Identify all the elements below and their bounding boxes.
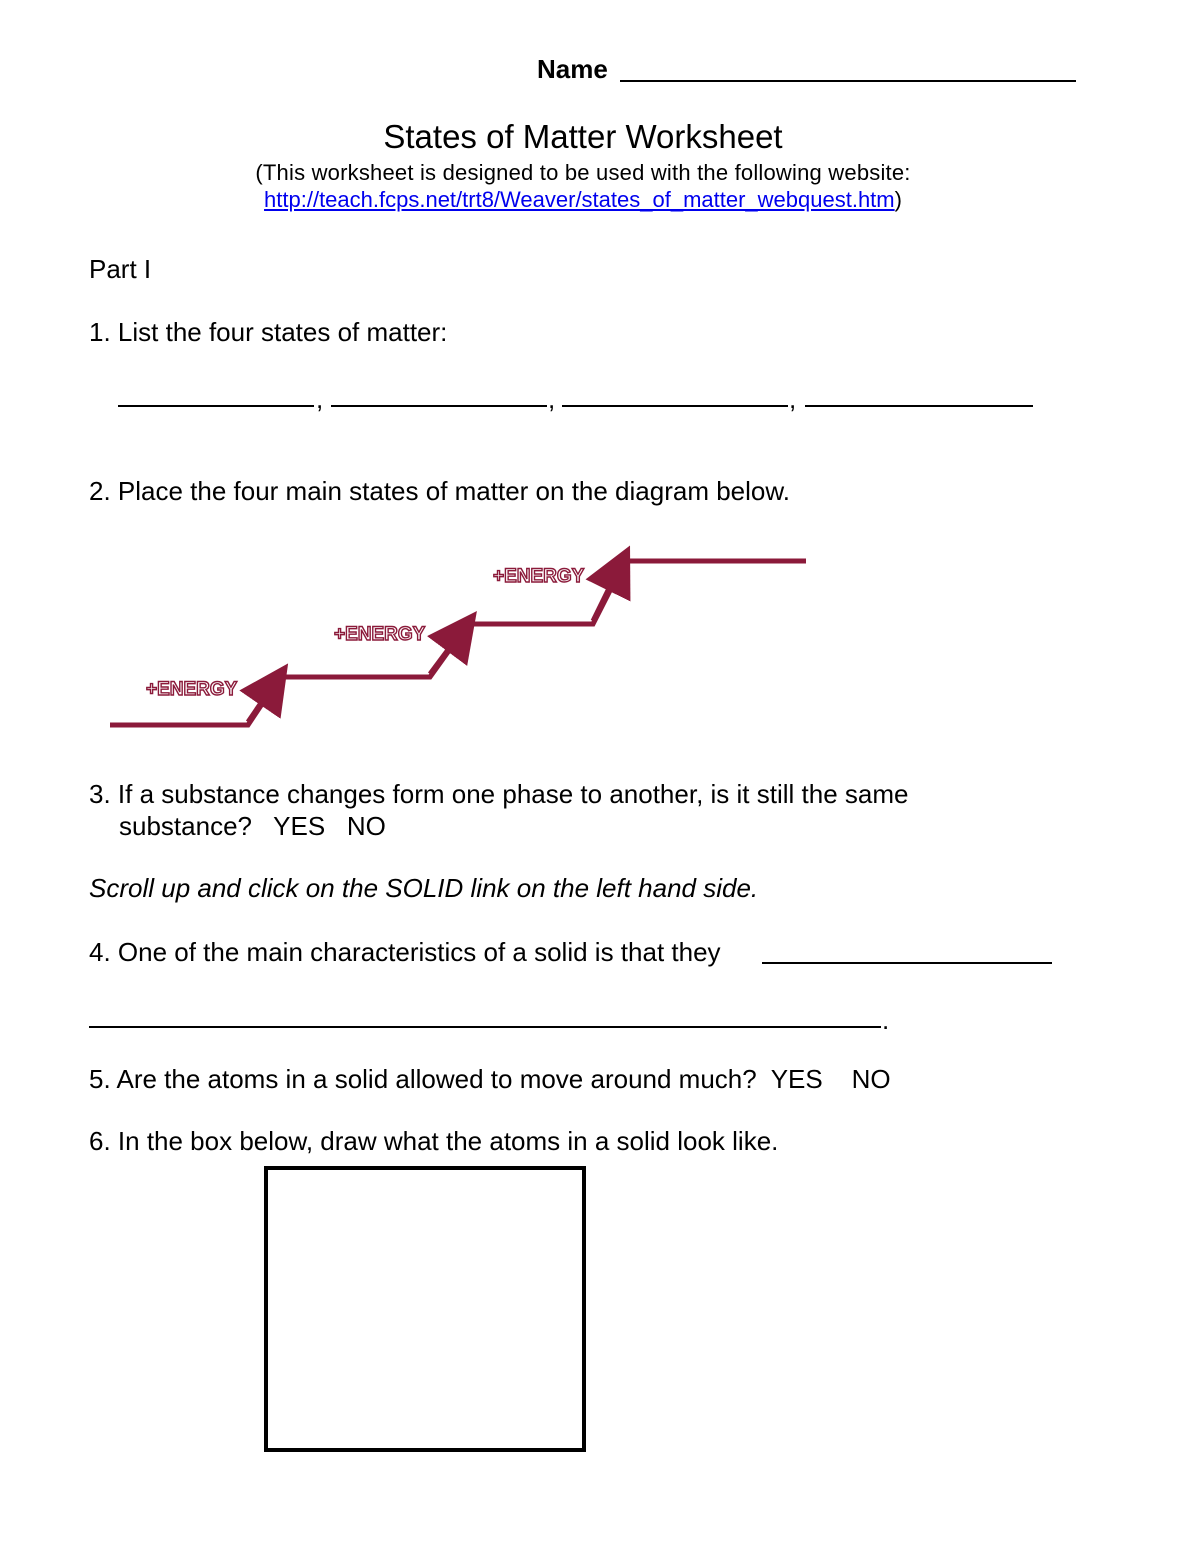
energy-arrow-3 bbox=[593, 568, 619, 621]
website-link[interactable]: http://teach.fcps.net/trt8/Weaver/states_of_matter_webquest.htm bbox=[264, 187, 895, 212]
comma-2: , bbox=[548, 384, 556, 414]
instruction-text: Scroll up and click on the SOLID link on the left hand side. bbox=[89, 873, 759, 903]
page-title: States of Matter Worksheet bbox=[383, 118, 783, 155]
name-label: Name bbox=[537, 54, 608, 84]
question-6: 6. In the box below, draw what the atoms in a solid look like. bbox=[89, 1126, 779, 1156]
energy-arrow-2 bbox=[430, 631, 462, 674]
question-2: 2. Place the four main states of matter on the diagram below. bbox=[89, 476, 790, 506]
comma-1: , bbox=[316, 384, 324, 414]
energy-arrow-1 bbox=[248, 684, 274, 722]
question-1: 1. List the four states of matter: bbox=[89, 317, 448, 347]
q4-period: . bbox=[882, 1005, 890, 1035]
staircase-line bbox=[110, 561, 806, 725]
question-4: 4. One of the main characteristics of a solid is that they bbox=[89, 937, 721, 967]
subtitle: (This worksheet is designed to be used with the following website: bbox=[255, 160, 911, 185]
part-label: Part I bbox=[89, 254, 152, 284]
energy-label-3: +ENERGY bbox=[493, 566, 585, 587]
question-5: 5. Are the atoms in a solid allowed to move around much? YES NO bbox=[89, 1064, 891, 1094]
comma-3: , bbox=[789, 384, 797, 414]
energy-label-2: +ENERGY bbox=[334, 624, 426, 645]
energy-label-1: +ENERGY bbox=[146, 679, 238, 700]
url-close: ) bbox=[894, 187, 902, 212]
drawing-box[interactable] bbox=[264, 1166, 586, 1452]
question-3-line-1: 3. If a substance changes form one phase to another, is it still the same bbox=[89, 779, 909, 809]
answer-blank-q4-b[interactable] bbox=[89, 1026, 881, 1028]
answer-blank-q4-a[interactable] bbox=[762, 962, 1052, 964]
question-3-line-2: substance? YES NO bbox=[119, 811, 386, 841]
